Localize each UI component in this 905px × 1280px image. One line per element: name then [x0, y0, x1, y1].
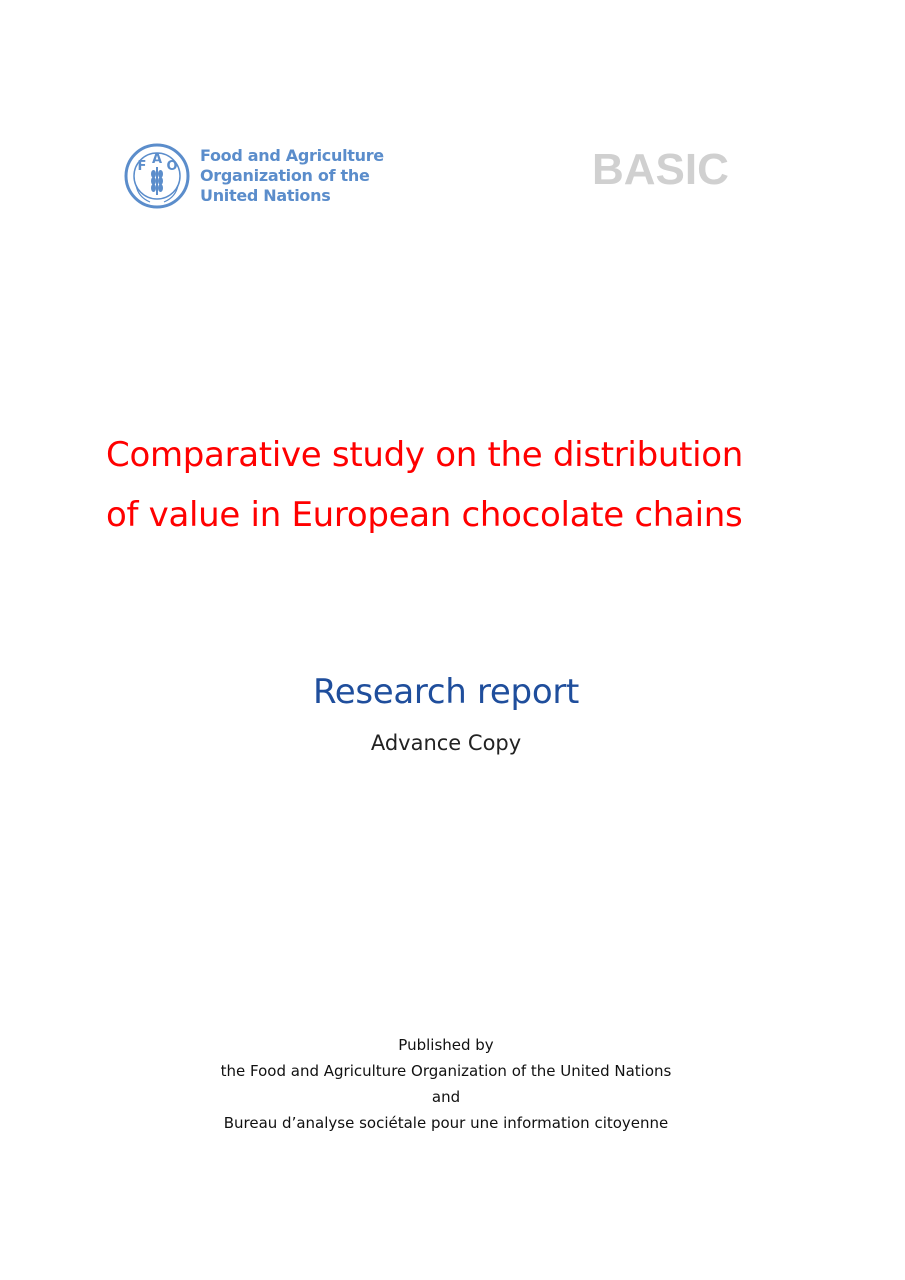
svg-text:O: O — [166, 159, 178, 174]
edition-label: Advance Copy — [370, 731, 522, 755]
fao-wordmark-line-3: United Nations — [200, 186, 331, 205]
fao-wordmark-line-1: Food and Agriculture — [200, 146, 384, 165]
publisher-line-2: the Food and Agriculture Organization of the United Nations — [220, 1062, 672, 1080]
fao-emblem-icon — [124, 143, 190, 209]
fao-wordmark — [200, 146, 384, 206]
publisher-line-3: and — [431, 1088, 461, 1106]
fao-logo — [124, 143, 384, 209]
fao-wordmark-line-2: Organization of the — [200, 166, 370, 185]
basic-logo: BASIC — [592, 145, 729, 194]
report-title-line-1: Comparative study on the distribution — [106, 435, 744, 475]
report-title-line-2: of value in European chocolate chains — [106, 495, 743, 535]
publisher-block — [0, 1032, 892, 1136]
publisher-line-4: Bureau d’analyse sociétale pour une information citoyenne — [223, 1114, 669, 1132]
report-type: Research report — [312, 672, 580, 712]
report-title — [106, 425, 826, 545]
svg-text:F: F — [137, 159, 147, 174]
svg-text:A: A — [151, 152, 163, 167]
publisher-line-1: Published by — [398, 1036, 494, 1054]
